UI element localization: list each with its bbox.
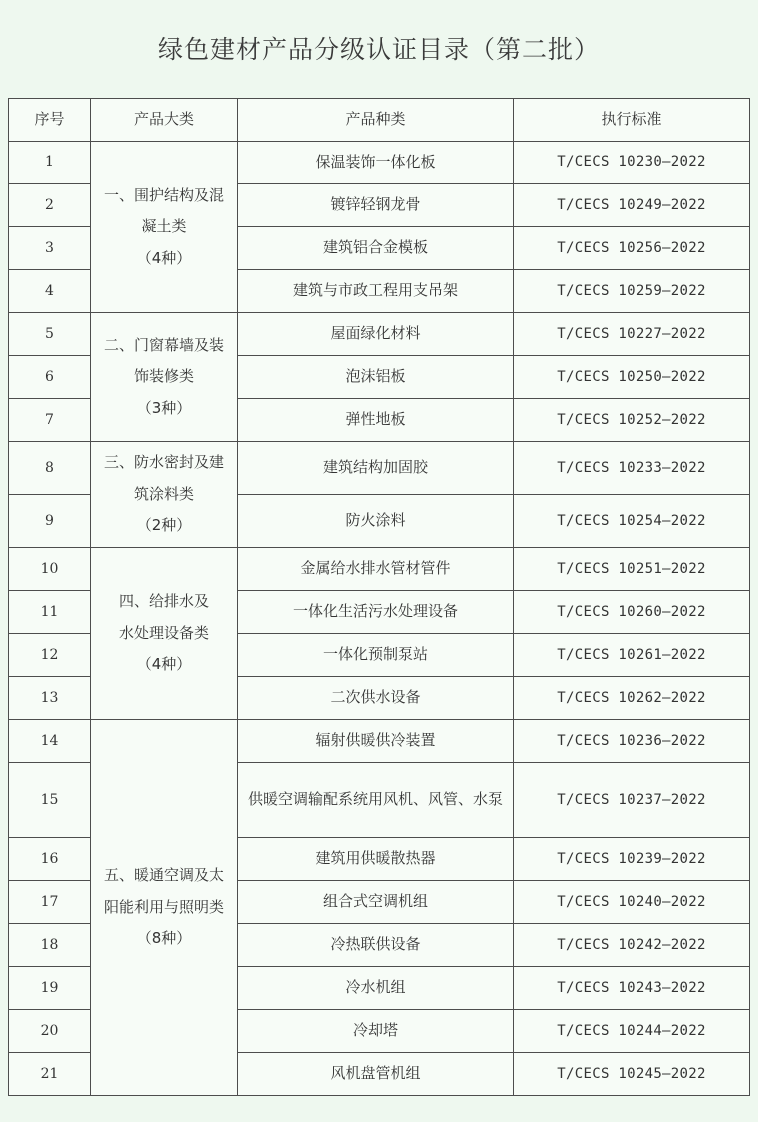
standard-code: T/CECS 10262—2022 xyxy=(514,677,750,720)
row-number: 3 xyxy=(9,227,91,270)
category-label: 阳能利用与照明类 xyxy=(103,897,224,916)
category-label: 筑涂料类 xyxy=(133,484,194,503)
row-number: 1 xyxy=(9,142,91,184)
standard-code: T/CECS 10261—2022 xyxy=(514,634,750,677)
category-label: 五、暖通空调及太 xyxy=(103,866,224,885)
standard-code: T/CECS 10256—2022 xyxy=(514,227,750,270)
row-number: 5 xyxy=(9,313,91,356)
table-row xyxy=(9,313,750,356)
page-title: 绿色建材产品分级认证目录（第二批） xyxy=(157,35,600,64)
category-cell xyxy=(91,442,238,548)
standard-code: T/CECS 10252—2022 xyxy=(514,399,750,442)
category-label: 二、门窗幕墙及装 xyxy=(103,335,224,354)
product-name: 一体化生活污水处理设备 xyxy=(238,591,514,634)
standard-code: T/CECS 10251—2022 xyxy=(514,548,750,591)
row-number: 12 xyxy=(9,634,91,677)
row-number: 17 xyxy=(9,881,91,924)
category-cell xyxy=(91,720,238,1096)
standard-code: T/CECS 10254—2022 xyxy=(514,495,750,548)
row-number: 9 xyxy=(9,495,91,548)
row-number: 11 xyxy=(9,591,91,634)
category-cell xyxy=(91,142,238,313)
product-name: 冷热联供设备 xyxy=(238,924,514,967)
product-name: 金属给水排水管材管件 xyxy=(238,548,514,591)
standard-code: T/CECS 10237—2022 xyxy=(514,763,750,838)
standard-code: T/CECS 10233—2022 xyxy=(514,442,750,495)
product-name: 泡沫铝板 xyxy=(238,356,514,399)
standard-code: T/CECS 10249—2022 xyxy=(514,184,750,227)
standard-code: T/CECS 10244—2022 xyxy=(514,1010,750,1053)
product-name: 辐射供暖供冷装置 xyxy=(238,720,514,763)
product-name: 保温装饰一体化板 xyxy=(238,142,514,184)
row-number: 14 xyxy=(9,720,91,763)
standard-code: T/CECS 10243—2022 xyxy=(514,967,750,1010)
table-row xyxy=(9,142,750,184)
table-row xyxy=(9,720,750,763)
standard-code: T/CECS 10242—2022 xyxy=(514,924,750,967)
product-name: 组合式空调机组 xyxy=(238,881,514,924)
product-name: 建筑与市政工程用支吊架 xyxy=(238,270,514,313)
standard-code: T/CECS 10250—2022 xyxy=(514,356,750,399)
category-count: （8种） xyxy=(136,929,192,948)
category-cell xyxy=(91,313,238,442)
product-name: 建筑用供暖散热器 xyxy=(238,838,514,881)
category-label: 一、围护结构及混 xyxy=(103,185,224,204)
row-number: 21 xyxy=(9,1053,91,1096)
row-number: 20 xyxy=(9,1010,91,1053)
product-name: 弹性地板 xyxy=(238,399,514,442)
row-number: 18 xyxy=(9,924,91,967)
category-label: 三、防水密封及建 xyxy=(103,453,224,472)
product-name: 供暖空调输配系统用风机、风管、水泵 xyxy=(238,763,514,838)
header-no: 序号 xyxy=(9,99,91,142)
table-row xyxy=(9,548,750,591)
header-row xyxy=(9,99,750,142)
row-number: 4 xyxy=(9,270,91,313)
product-name: 一体化预制泵站 xyxy=(238,634,514,677)
category-label: 饰装修类 xyxy=(133,367,194,386)
standard-code: T/CECS 10236—2022 xyxy=(514,720,750,763)
standard-code: T/CECS 10227—2022 xyxy=(514,313,750,356)
product-name: 防火涂料 xyxy=(238,495,514,548)
row-number: 19 xyxy=(9,967,91,1010)
row-number: 10 xyxy=(9,548,91,591)
product-name: 镀锌轻钢龙骨 xyxy=(238,184,514,227)
certification-table xyxy=(8,98,750,1096)
standard-code: T/CECS 10260—2022 xyxy=(514,591,750,634)
header-product: 产品种类 xyxy=(238,99,514,142)
standard-code: T/CECS 10240—2022 xyxy=(514,881,750,924)
category-label: 水处理设备类 xyxy=(118,623,209,642)
row-number: 15 xyxy=(9,763,91,838)
category-count: （2种） xyxy=(136,516,192,535)
row-number: 2 xyxy=(9,184,91,227)
product-name: 冷水机组 xyxy=(238,967,514,1010)
standard-code: T/CECS 10239—2022 xyxy=(514,838,750,881)
category-label: 凝土类 xyxy=(141,217,187,236)
row-number: 7 xyxy=(9,399,91,442)
product-name: 建筑铝合金模板 xyxy=(238,227,514,270)
header-standard: 执行标准 xyxy=(514,99,750,142)
row-number: 13 xyxy=(9,677,91,720)
header-category: 产品大类 xyxy=(91,99,238,142)
row-number: 8 xyxy=(9,442,91,495)
category-count: （4种） xyxy=(136,248,192,267)
category-cell xyxy=(91,548,238,720)
standard-code: T/CECS 10245—2022 xyxy=(514,1053,750,1096)
standard-code: T/CECS 10259—2022 xyxy=(514,270,750,313)
category-count: （3种） xyxy=(136,398,192,417)
category-label: 四、给排水及 xyxy=(118,592,209,611)
table-row xyxy=(9,442,750,495)
category-count: （4种） xyxy=(136,655,192,674)
standard-code: T/CECS 10230—2022 xyxy=(514,142,750,184)
product-name: 建筑结构加固胶 xyxy=(238,442,514,495)
product-name: 风机盘管机组 xyxy=(238,1053,514,1096)
row-number: 6 xyxy=(9,356,91,399)
product-name: 二次供水设备 xyxy=(238,677,514,720)
product-name: 冷却塔 xyxy=(238,1010,514,1053)
product-name: 屋面绿化材料 xyxy=(238,313,514,356)
row-number: 16 xyxy=(9,838,91,881)
